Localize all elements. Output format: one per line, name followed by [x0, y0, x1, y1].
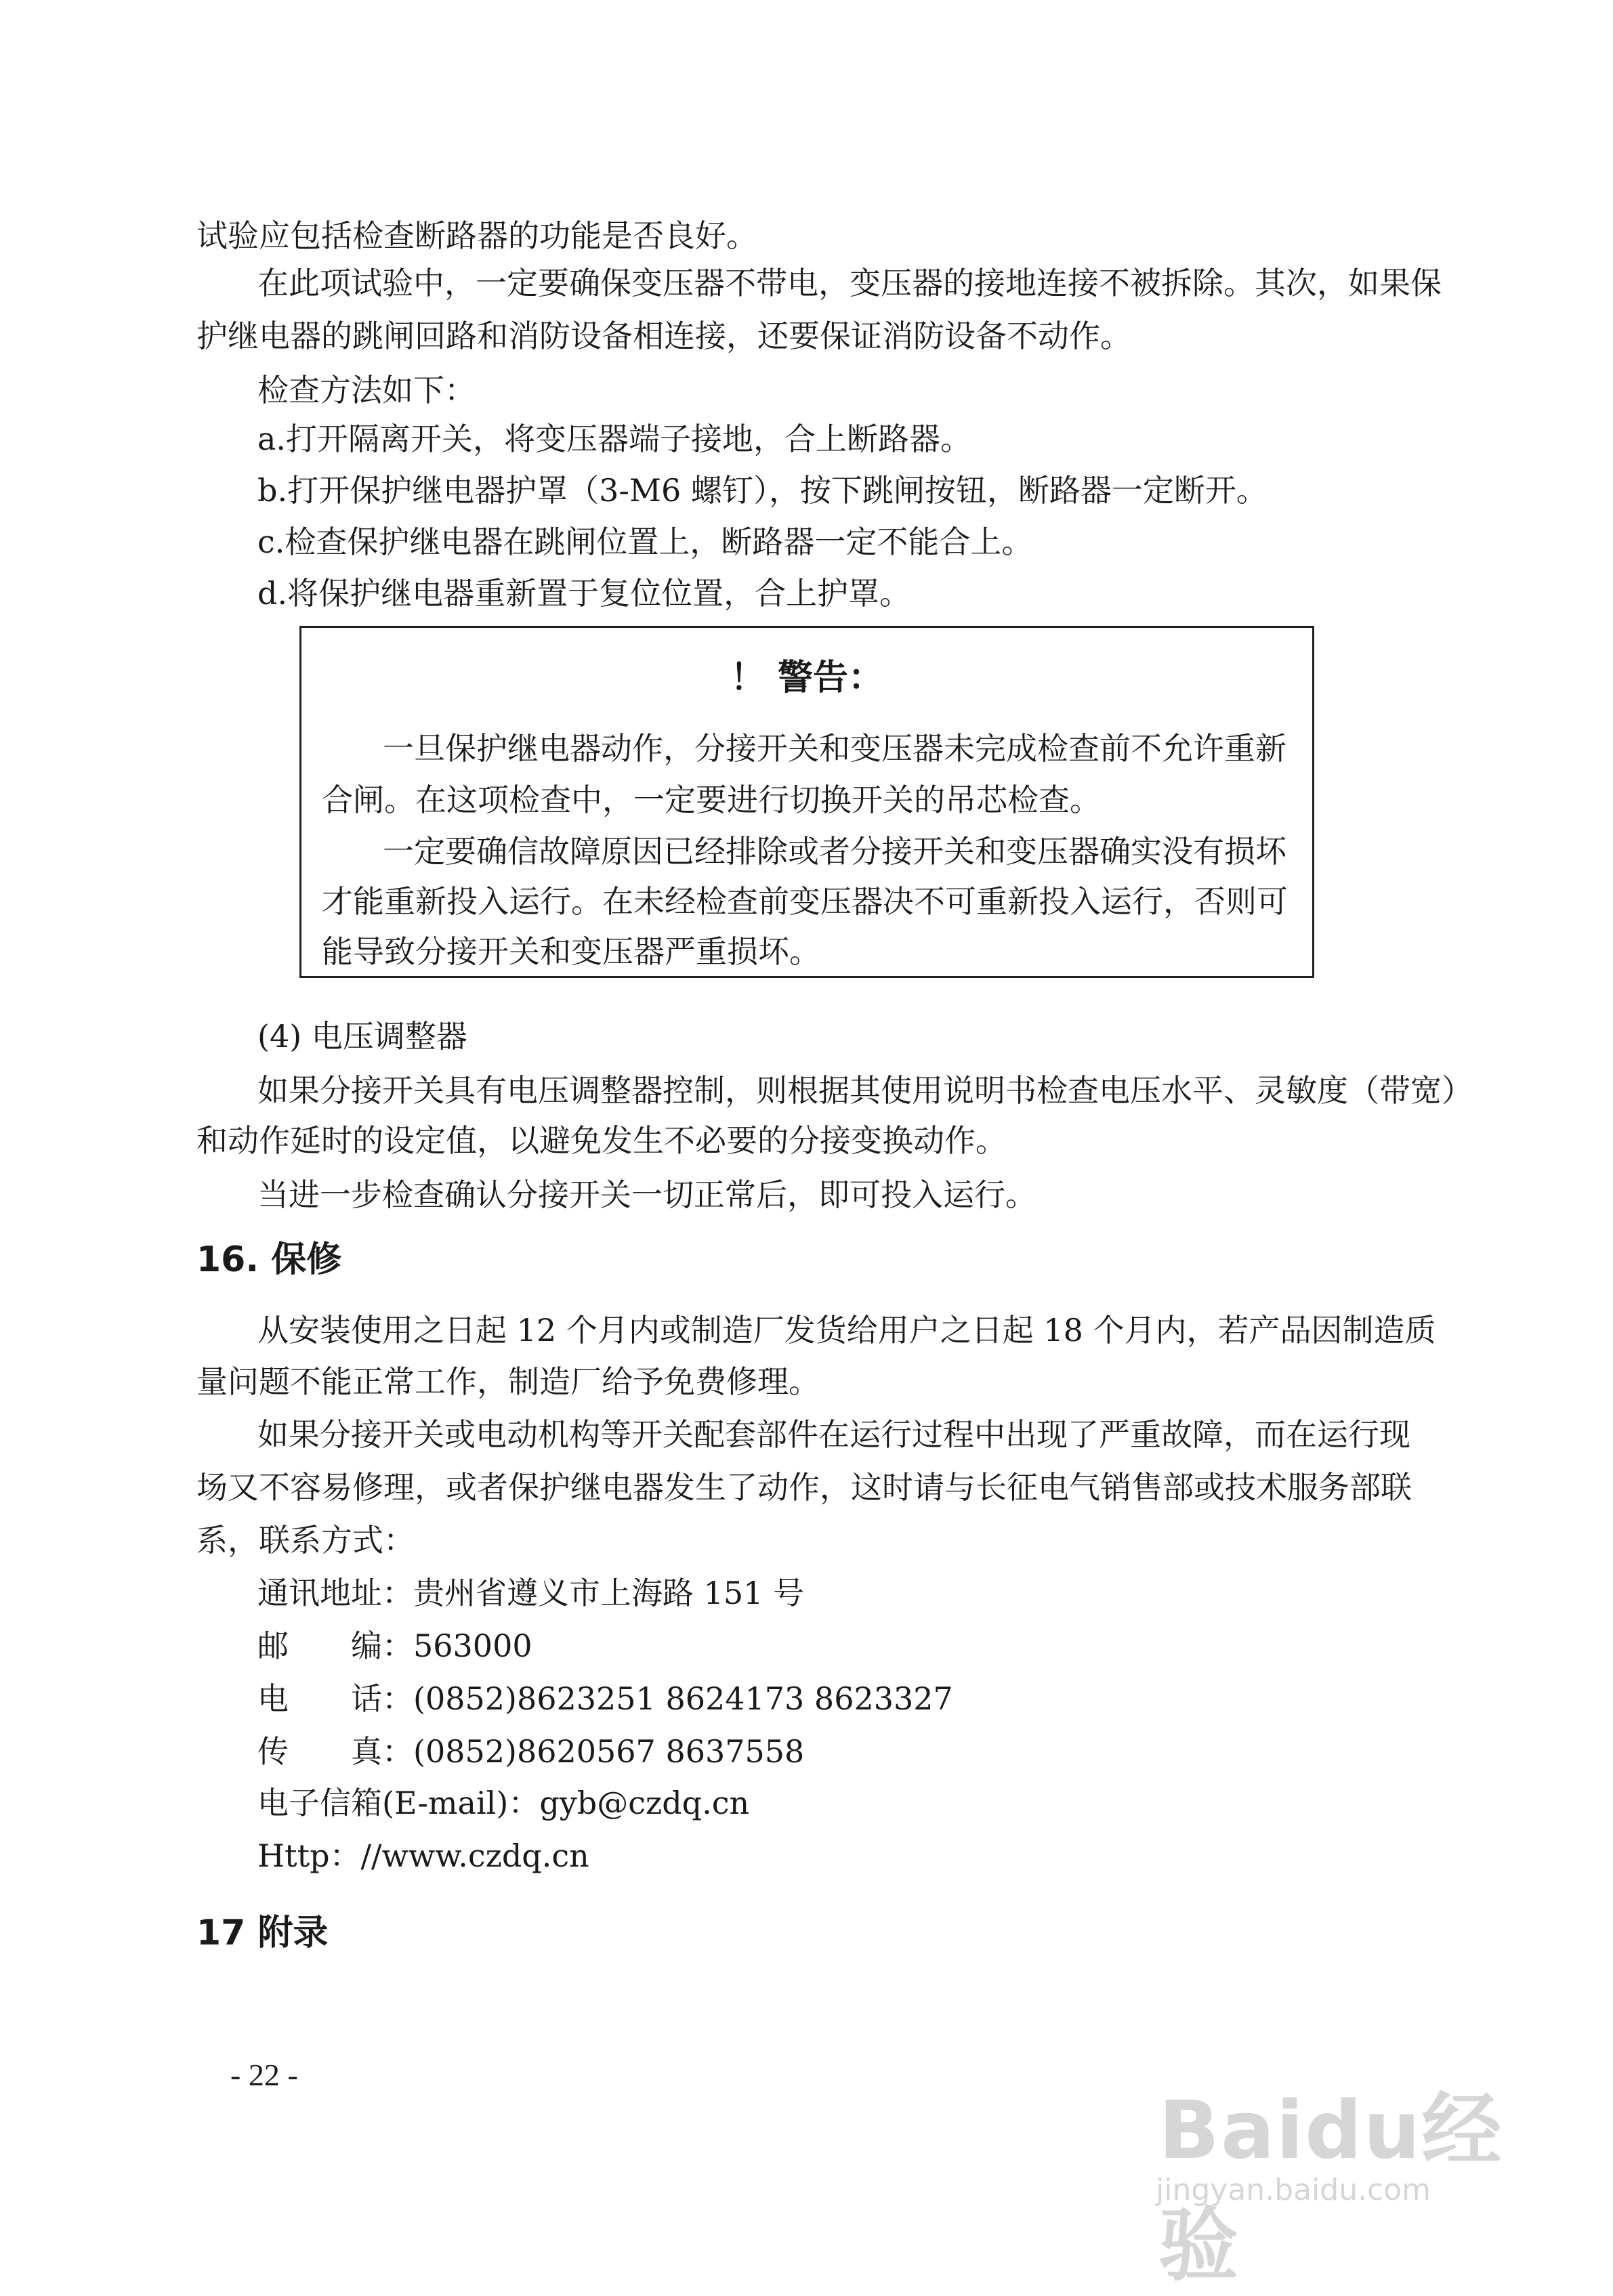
- paragraph-line: 在此项试验中，一定要确保变压器不带电，变压器的接地连接不被拆除。其次，如果保: [257, 265, 1442, 301]
- paragraph-line: 和动作延时的设定值，以避免发生不必要的分接变换动作。: [196, 1122, 1007, 1159]
- contact-phone: 电 话：(0852)8623251 8624173 8623327: [257, 1680, 953, 1717]
- watermark: [1152, 2039, 1572, 2292]
- step-d: d.将保护继电器重新置于复位位置，合上护罩。: [257, 575, 911, 612]
- paragraph-line: 护继电器的跳闸回路和消防设备相连接，还要保证消防设备不动作。: [196, 318, 1131, 354]
- paragraph-line: 系，联系方式：: [196, 1522, 415, 1558]
- warning-line: 能导致分接开关和变压器严重损坏。: [322, 933, 820, 970]
- paragraph-line: 如果分接开关或电动机构等开关配套部件在运行过程中出现了严重故障，而在运行现: [257, 1416, 1410, 1453]
- watermark-url: jingyan.baidu.com: [1156, 2173, 1431, 2207]
- watermark-brand: Baidu经验: [1158, 2083, 1503, 2292]
- paragraph-line: 试验应包括检查断路器的功能是否良好。: [196, 217, 757, 254]
- warning-line: 才能重新投入运行。在未经检查前变压器决不可重新投入运行，否则可: [322, 883, 1288, 920]
- contact-fax: 传 真：(0852)8620567 8637558: [257, 1733, 805, 1770]
- warning-title: ！ 警告：: [730, 658, 884, 698]
- regulator-title: (4) 电压调整器: [257, 1018, 467, 1055]
- paragraph-line: 如果分接开关具有电压调整器控制，则根据其使用说明书检查电压水平、灵敏度（带宽）: [257, 1072, 1473, 1109]
- step-b: b.打开保护继电器护罩（3-M6 螺钉），按下跳闸按钮，断路器一定断开。: [257, 472, 1268, 509]
- contact-address: 通讯地址：贵州省遵义市上海路 151 号: [257, 1575, 805, 1611]
- paragraph-line: 量问题不能正常工作，制造厂给予免费修理。: [196, 1363, 820, 1400]
- step-a: a.打开隔离开关，将变压器端子接地，合上断路器。: [257, 421, 972, 457]
- contact-website[interactable]: Http：//www.czdq.cn: [257, 1837, 589, 1874]
- paragraph-line: 当进一步检查确认分接开关一切正常后，即可投入运行。: [257, 1176, 1036, 1213]
- paragraph-line: 从安装使用之日起 12 个月内或制造厂发货给用户之日起 18 个月内，若产品因制造质: [257, 1312, 1436, 1348]
- paragraph-line: 检查方法如下：: [257, 372, 476, 408]
- contact-email[interactable]: 电子信箱(E-mail)：gyb@czdq.cn: [257, 1785, 750, 1821]
- section-16-heading: 16. 保修: [196, 1239, 342, 1280]
- warning-line: 一定要确信故障原因已经排除或者分接开关和变压器确实没有损坏: [383, 833, 1286, 870]
- section-17-heading: 17 附录: [196, 1913, 329, 1953]
- warning-box: [299, 626, 1314, 978]
- step-c: c.检查保护继电器在跳闸位置上，断路器一定不能合上。: [257, 524, 1033, 560]
- warning-line: 一旦保护继电器动作，分接开关和变压器未完成检查前不允许重新: [383, 730, 1286, 767]
- contact-postcode: 邮 编：563000: [257, 1628, 532, 1664]
- page-number: - 22 -: [230, 2058, 298, 2092]
- paragraph-line: 场又不容易修理，或者保护继电器发生了动作，这时请与长征电气销售部或技术服务部联: [196, 1469, 1412, 1506]
- warning-line: 合闸。在这项检查中，一定要进行切换开关的吊芯检查。: [322, 782, 1101, 818]
